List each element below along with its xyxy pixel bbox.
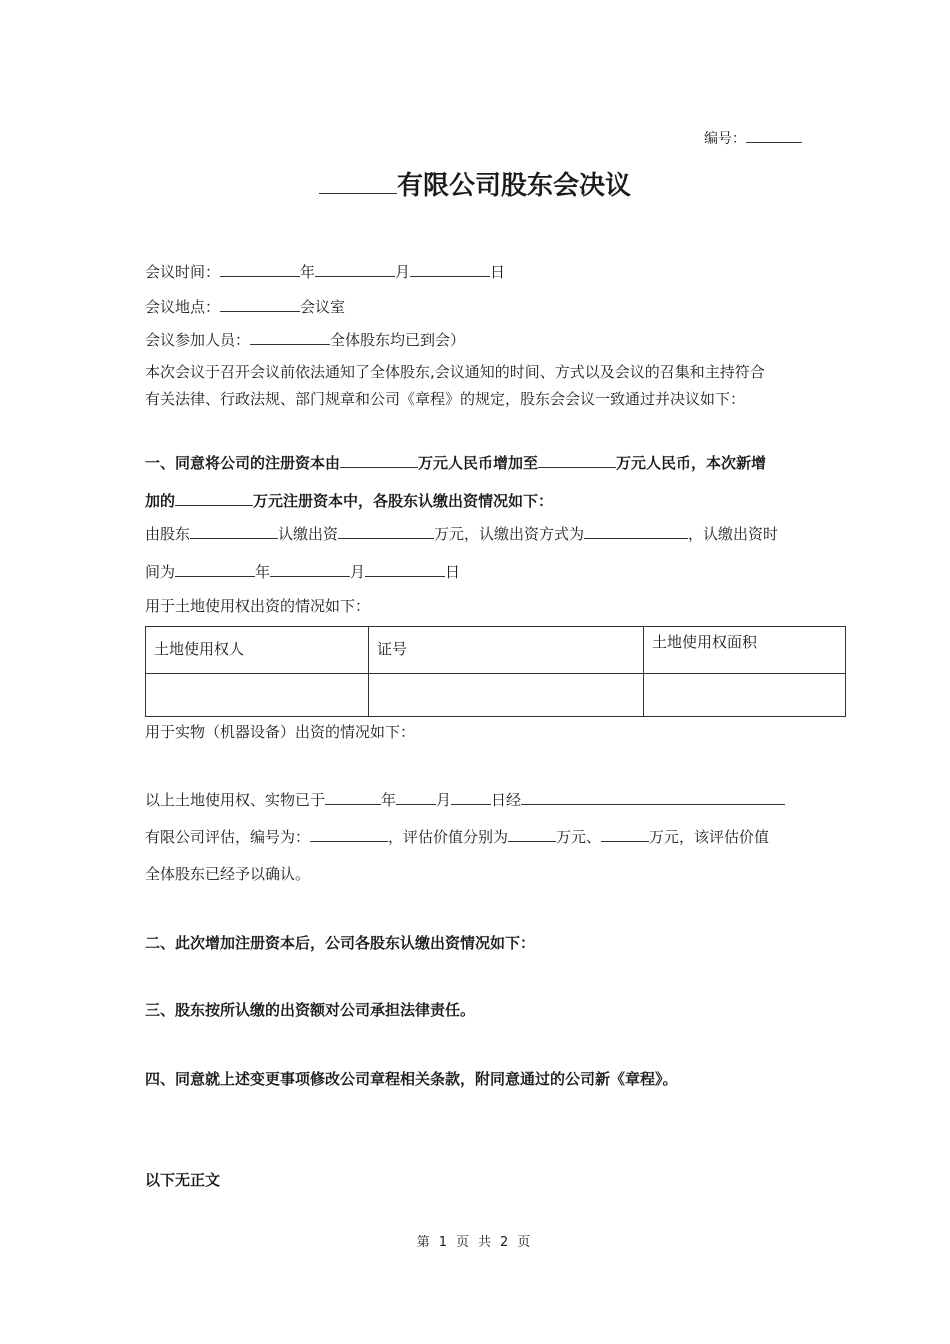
- document-number-label: 编号：: [704, 131, 746, 147]
- shareholder-text-c: 万元，认缴出资方式为: [434, 525, 585, 543]
- evaluation-line-2: [145, 827, 769, 847]
- evaluation-line-3: 全体股东已经予以确认。: [145, 865, 311, 883]
- item-3: 三、股东按所认缴的出资额对公司承担法律责任。: [145, 1001, 476, 1019]
- meeting-time-label: 会议时间：: [145, 263, 221, 281]
- shareholder-text-e: 间为: [145, 563, 176, 581]
- new-capital-blank[interactable]: [538, 453, 616, 468]
- item-1-text-b: 万元人民币增加至: [418, 454, 539, 472]
- appraisal-company-blank[interactable]: [521, 790, 785, 805]
- footer-total-unit: 页: [517, 1235, 534, 1250]
- evaluation-line-1: [145, 790, 785, 810]
- table-row: [146, 674, 846, 717]
- contribution-month-blank[interactable]: [270, 562, 350, 577]
- evaluation-text-g: 万元、: [556, 828, 602, 846]
- item-1-line-1: [145, 453, 766, 473]
- contribution-year-blank[interactable]: [175, 562, 255, 577]
- old-capital-blank[interactable]: [340, 453, 418, 468]
- attendees-label: 会议参加人员：: [145, 331, 251, 349]
- meeting-place: [145, 297, 345, 317]
- month-blank[interactable]: [315, 262, 395, 277]
- eval-year-label: 年: [381, 791, 397, 809]
- footer-total-pages: 2: [500, 1235, 512, 1250]
- title-text: 有限公司股东会决议: [396, 171, 631, 201]
- item-1-text-c: 万元人民币，本次新增: [616, 454, 767, 472]
- table-header-row: [146, 627, 846, 674]
- document-number: [704, 128, 802, 149]
- value-2-blank[interactable]: [601, 827, 649, 842]
- contribution-day-label: 日: [445, 563, 461, 581]
- contribution-method-blank[interactable]: [584, 524, 688, 539]
- company-name-blank[interactable]: [319, 167, 397, 194]
- page-title: [0, 166, 950, 206]
- contribution-day-blank[interactable]: [365, 562, 445, 577]
- shareholder-text-a: 由股东: [145, 525, 191, 543]
- evaluation-number-blank[interactable]: [310, 827, 388, 842]
- subscribed-amount-blank[interactable]: [338, 524, 434, 539]
- shareholder-text-d: ，认缴出资时: [688, 525, 779, 543]
- day-label: 日: [490, 263, 506, 281]
- header-certificate-number: 证号: [369, 627, 644, 674]
- eval-month-blank[interactable]: [396, 790, 436, 805]
- eval-day-blank[interactable]: [451, 790, 491, 805]
- item-1-text-d: 加的: [145, 492, 176, 510]
- attendees-blank[interactable]: [250, 330, 330, 345]
- document-number-blank[interactable]: [746, 128, 802, 143]
- item-1-text-e: 万元注册资本中，各股东认缴出资情况如下：: [253, 492, 554, 510]
- page-footer: [0, 1231, 950, 1250]
- meeting-time: [145, 262, 505, 282]
- cell-certificate-number[interactable]: [369, 674, 644, 717]
- eval-day-label: 日经: [491, 791, 522, 809]
- shareholder-line-1: [145, 524, 778, 544]
- footer-page-unit: 页: [455, 1235, 472, 1250]
- land-use-table: [145, 626, 846, 717]
- item-1-line-2: [145, 491, 553, 511]
- year-blank[interactable]: [220, 262, 300, 277]
- footer-page-number: 1: [438, 1235, 450, 1250]
- evaluation-text-h: 万元，该评估价值: [649, 828, 770, 846]
- day-blank[interactable]: [410, 262, 490, 277]
- intro-line-1: 本次会议于召开会议前依法通知了全体股东,会议通知的时间、方式以及会议的召集和主持符合: [145, 363, 765, 381]
- shareholder-line-2: [145, 562, 460, 582]
- evaluation-text-e: 有限公司评估，编号为：: [145, 828, 311, 846]
- room-label: 会议室: [300, 298, 346, 316]
- intro-line-2: 有关法律、行政法规、部门规章和公司《章程》的规定，股东会会议一致通过并决议如下：: [145, 390, 746, 408]
- value-1-blank[interactable]: [508, 827, 556, 842]
- item-4: 四、同意就上述变更事项修改公司章程相关条款，附同意通过的公司新《章程》。: [145, 1070, 678, 1088]
- place-blank[interactable]: [220, 297, 300, 312]
- contribution-month-label: 月: [350, 563, 366, 581]
- month-label: 月: [395, 263, 411, 281]
- footer-first: 第: [416, 1235, 433, 1250]
- eval-month-label: 月: [436, 791, 452, 809]
- header-land-holder: 土地使用权人: [146, 627, 369, 674]
- added-capital-blank[interactable]: [175, 491, 253, 506]
- attendees-note: 全体股东均已到会）: [330, 331, 466, 349]
- meeting-attendees: [145, 330, 465, 350]
- header-land-area: 土地使用权面积: [644, 627, 846, 674]
- meeting-place-label: 会议地点：: [145, 298, 221, 316]
- shareholder-blank[interactable]: [190, 524, 278, 539]
- equipment-label: 用于实物（机器设备）出资的情况如下：: [145, 723, 416, 741]
- evaluation-text-a: 以上土地使用权、实物已于: [145, 791, 326, 809]
- cell-land-area[interactable]: [644, 674, 846, 717]
- cell-land-holder[interactable]: [146, 674, 369, 717]
- item-2: 二、此次增加注册资本后，公司各股东认缴出资情况如下：: [145, 934, 536, 952]
- evaluation-text-f: ，评估价值分别为: [388, 828, 509, 846]
- land-label: 用于土地使用权出资的情况如下：: [145, 597, 371, 615]
- shareholder-text-b: 认缴出资: [278, 525, 339, 543]
- footer-total-label: 共: [478, 1235, 495, 1250]
- no-more-text: 以下无正文: [145, 1171, 221, 1189]
- year-label: 年: [300, 263, 316, 281]
- eval-year-blank[interactable]: [325, 790, 381, 805]
- contribution-year-label: 年: [255, 563, 271, 581]
- item-1-text-a: 一、同意将公司的注册资本由: [145, 454, 341, 472]
